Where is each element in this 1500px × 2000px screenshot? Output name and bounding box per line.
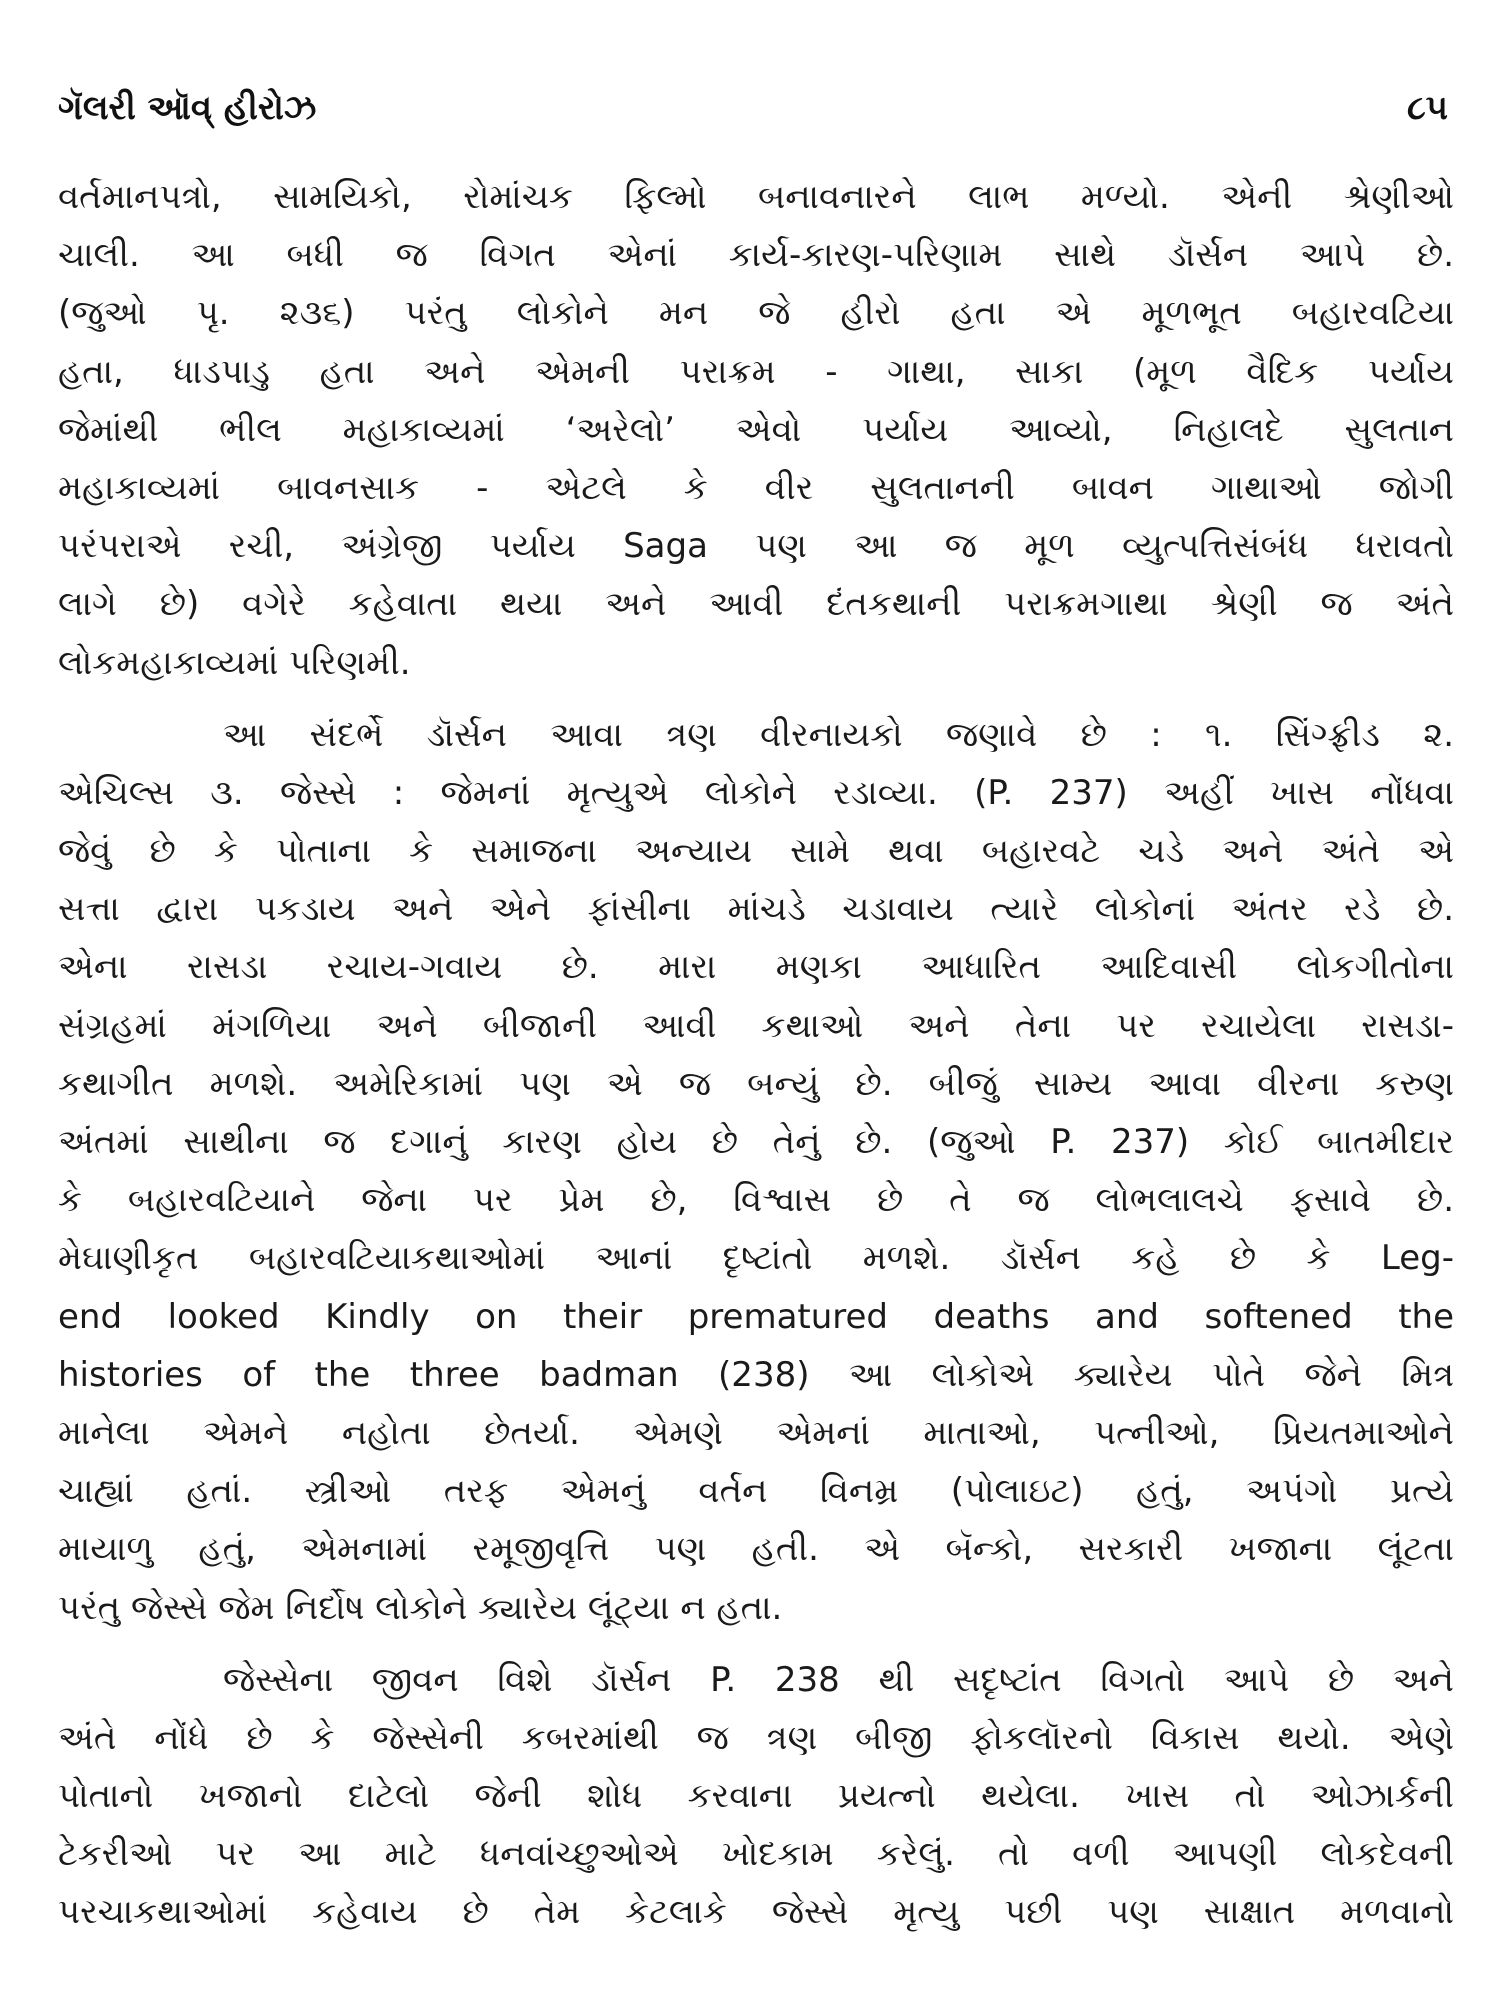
text-line: પોતાનો ખજાનો દાટેલો જેની શોધ કરવાના પ્રયત્નો થયેલા. ખાસ તો ઓઝાર્કની xyxy=(58,1776,1454,1817)
text-line: માયાળુ હતું, એમનામાં રમૂજીવૃત્તિ પણ હતી. એ બૅન્કો, સરકારી ખજાના લૂંટતા xyxy=(58,1529,1454,1570)
text-line: end looked Kindly on their prematured deaths and softened the xyxy=(58,1296,1454,1337)
page-body xyxy=(58,168,1454,1942)
text-line: જેમાંથી ભીલ મહાકાવ્યમાં ‘અરેલો’ એવો પર્યાય આવ્યો, નિહાલદે સુલતાન xyxy=(58,409,1454,450)
text-line: જેસ્સેના જીવન વિશે ડૉર્સન P. 238 થી સદૃષ્ટાંત વિગતો આપે છે અને xyxy=(223,1659,1454,1700)
text-line: પરંતુ જેસ્સે જેમ નિર્દોષ લોકોને ક્યારેય લૂંટ્યા ન હતા. xyxy=(58,1587,783,1628)
text-line: લાગે છે) વગેરે કહેવાતા થયા અને આવી દંતકથાની પરાક્રમગાથા શ્રેણી જ અંતે xyxy=(58,584,1454,625)
text-line: કે બહારવટિયાને જેના પર પ્રેમ છે, વિશ્વાસ છે તે જ લોભલાલચે ફસાવે છે. xyxy=(58,1180,1454,1221)
text-line: કથાગીત મળશે. અમેરિકામાં પણ એ જ બન્યું છે. બીજું સામ્ય આવા વીરના કરુણ xyxy=(58,1063,1454,1104)
text-line: ચાહ્યાં હતાં. સ્ત્રીઓ તરફ એમનું વર્તન વિનમ્ર (પોલાઇટ) હતું, અપંગો પ્રત્યે xyxy=(58,1471,1454,1512)
paragraph xyxy=(58,1651,1454,1942)
text-line: મહાકાવ્યમાં બાવનસાક - એટલે કે વીર સુલતાનની બાવન ગાથાઓ જોગી xyxy=(58,467,1454,508)
paragraph-gap xyxy=(58,1637,1454,1651)
text-line: સત્તા દ્વારા પકડાય અને એને ફાંસીના માંચડે ચડાવાય ત્યારે લોકોનાં અંતર રડે છે. xyxy=(58,889,1454,930)
text-line: જેવું છે કે પોતાના કે સમાજના અન્યાય સામે થવા બહારવટે ચડે અને અંતે એ xyxy=(58,831,1454,872)
text-line: અંતે નોંધે છે કે જેસ્સેની કબરમાંથી જ ત્રણ બીજી ફોકલૉરનો વિકાસ થયો. એણે xyxy=(58,1717,1454,1758)
text-line: માનેલા એમને નહોતા છેતર્યા. એમણે એમનાં માતાઓ, પત્નીઓ, પ્રિયતમાઓને xyxy=(58,1412,1454,1453)
text-line: વર્તમાનપત્રો, સામયિકો, રોમાંચક ફિલ્મો બનાવનારને લાભ મળ્યો. એની શ્રેણીઓ xyxy=(58,177,1454,217)
text-line: લોકમહાકાવ્યમાં પરિણમી. xyxy=(58,642,411,683)
text-line: એચિલ્સ ૩. જેસ્સે : જેમનાં મૃત્યુએ લોકોને રડાવ્યા. (P. 237) અહીં ખાસ નોંધવા xyxy=(58,772,1454,813)
text-line: (જુઓ પૃ. ૨૩૬) પરંતુ લોકોને મન જે હીરો હતા એ મૂળભૂત બહારવટિયા xyxy=(58,293,1454,334)
text-line: સંગ્રહમાં મંગળિયા અને બીજાની આવી કથાઓ અને તેના પર રચાયેલા રાસડા- xyxy=(58,1005,1454,1046)
text-line: હતા, ધાડપાડુ હતા અને એમની પરાક્રમ - ગાથા, સાકા (મૂળ વૈદિક પર્યાય xyxy=(58,351,1454,392)
paragraph xyxy=(58,706,1454,1637)
paragraph-gap xyxy=(58,692,1454,706)
running-title: ગૅલરી ઑવ્ હીરોઝ xyxy=(58,88,317,128)
paragraph xyxy=(58,168,1454,692)
text-line: મેઘાણીકૃત બહારવટિયાકથાઓમાં આનાં દૃષ્ટાંતો મળશે. ડૉર્સન કહે છે કે Leg- xyxy=(58,1238,1454,1279)
text-line: અંતમાં સાથીના જ દગાનું કારણ હોય છે તેનું છે. (જુઓ P. 237) કોઈ બાતમીદાર xyxy=(58,1122,1454,1162)
text-line: histories of the three badman (238) આ લોકોએ ક્યારેય પોતે જેને મિત્ર xyxy=(58,1354,1454,1395)
page-number: ૮૫ xyxy=(1406,88,1448,128)
text-line: ચાલી. આ બધી જ વિગત એનાં કાર્ય-કારણ-પરિણામ સાથે ડૉર્સન આપે છે. xyxy=(58,235,1454,276)
text-line: પરંપરાએ રચી, અંગ્રેજી પર્યાય Saga પણ આ જ મૂળ વ્યુત્પત્તિસંબંધ ધરાવતો xyxy=(58,526,1454,567)
text-line: પરચાકથાઓમાં કહેવાય છે તેમ કેટલાકે જેસ્સે મૃત્યુ પછી પણ સાક્ષાત મળવાનો xyxy=(58,1892,1454,1933)
text-line: એના રાસડા રચાય-ગવાય છે. મારા મણકા આધારિત આદિવાસી લોકગીતોના xyxy=(58,947,1454,988)
text-line: ટેકરીઓ પર આ માટે ધનવાંચ્છુઓએ ખોદકામ કરેલું. તો વળી આપણી લોકદેવની xyxy=(58,1834,1454,1875)
text-line: આ સંદર્ભે ડૉર્સન આવા ત્રણ વીરનાયકો જણાવે છે : ૧. સિંગ્ફ્રીડ ૨. xyxy=(223,714,1454,755)
